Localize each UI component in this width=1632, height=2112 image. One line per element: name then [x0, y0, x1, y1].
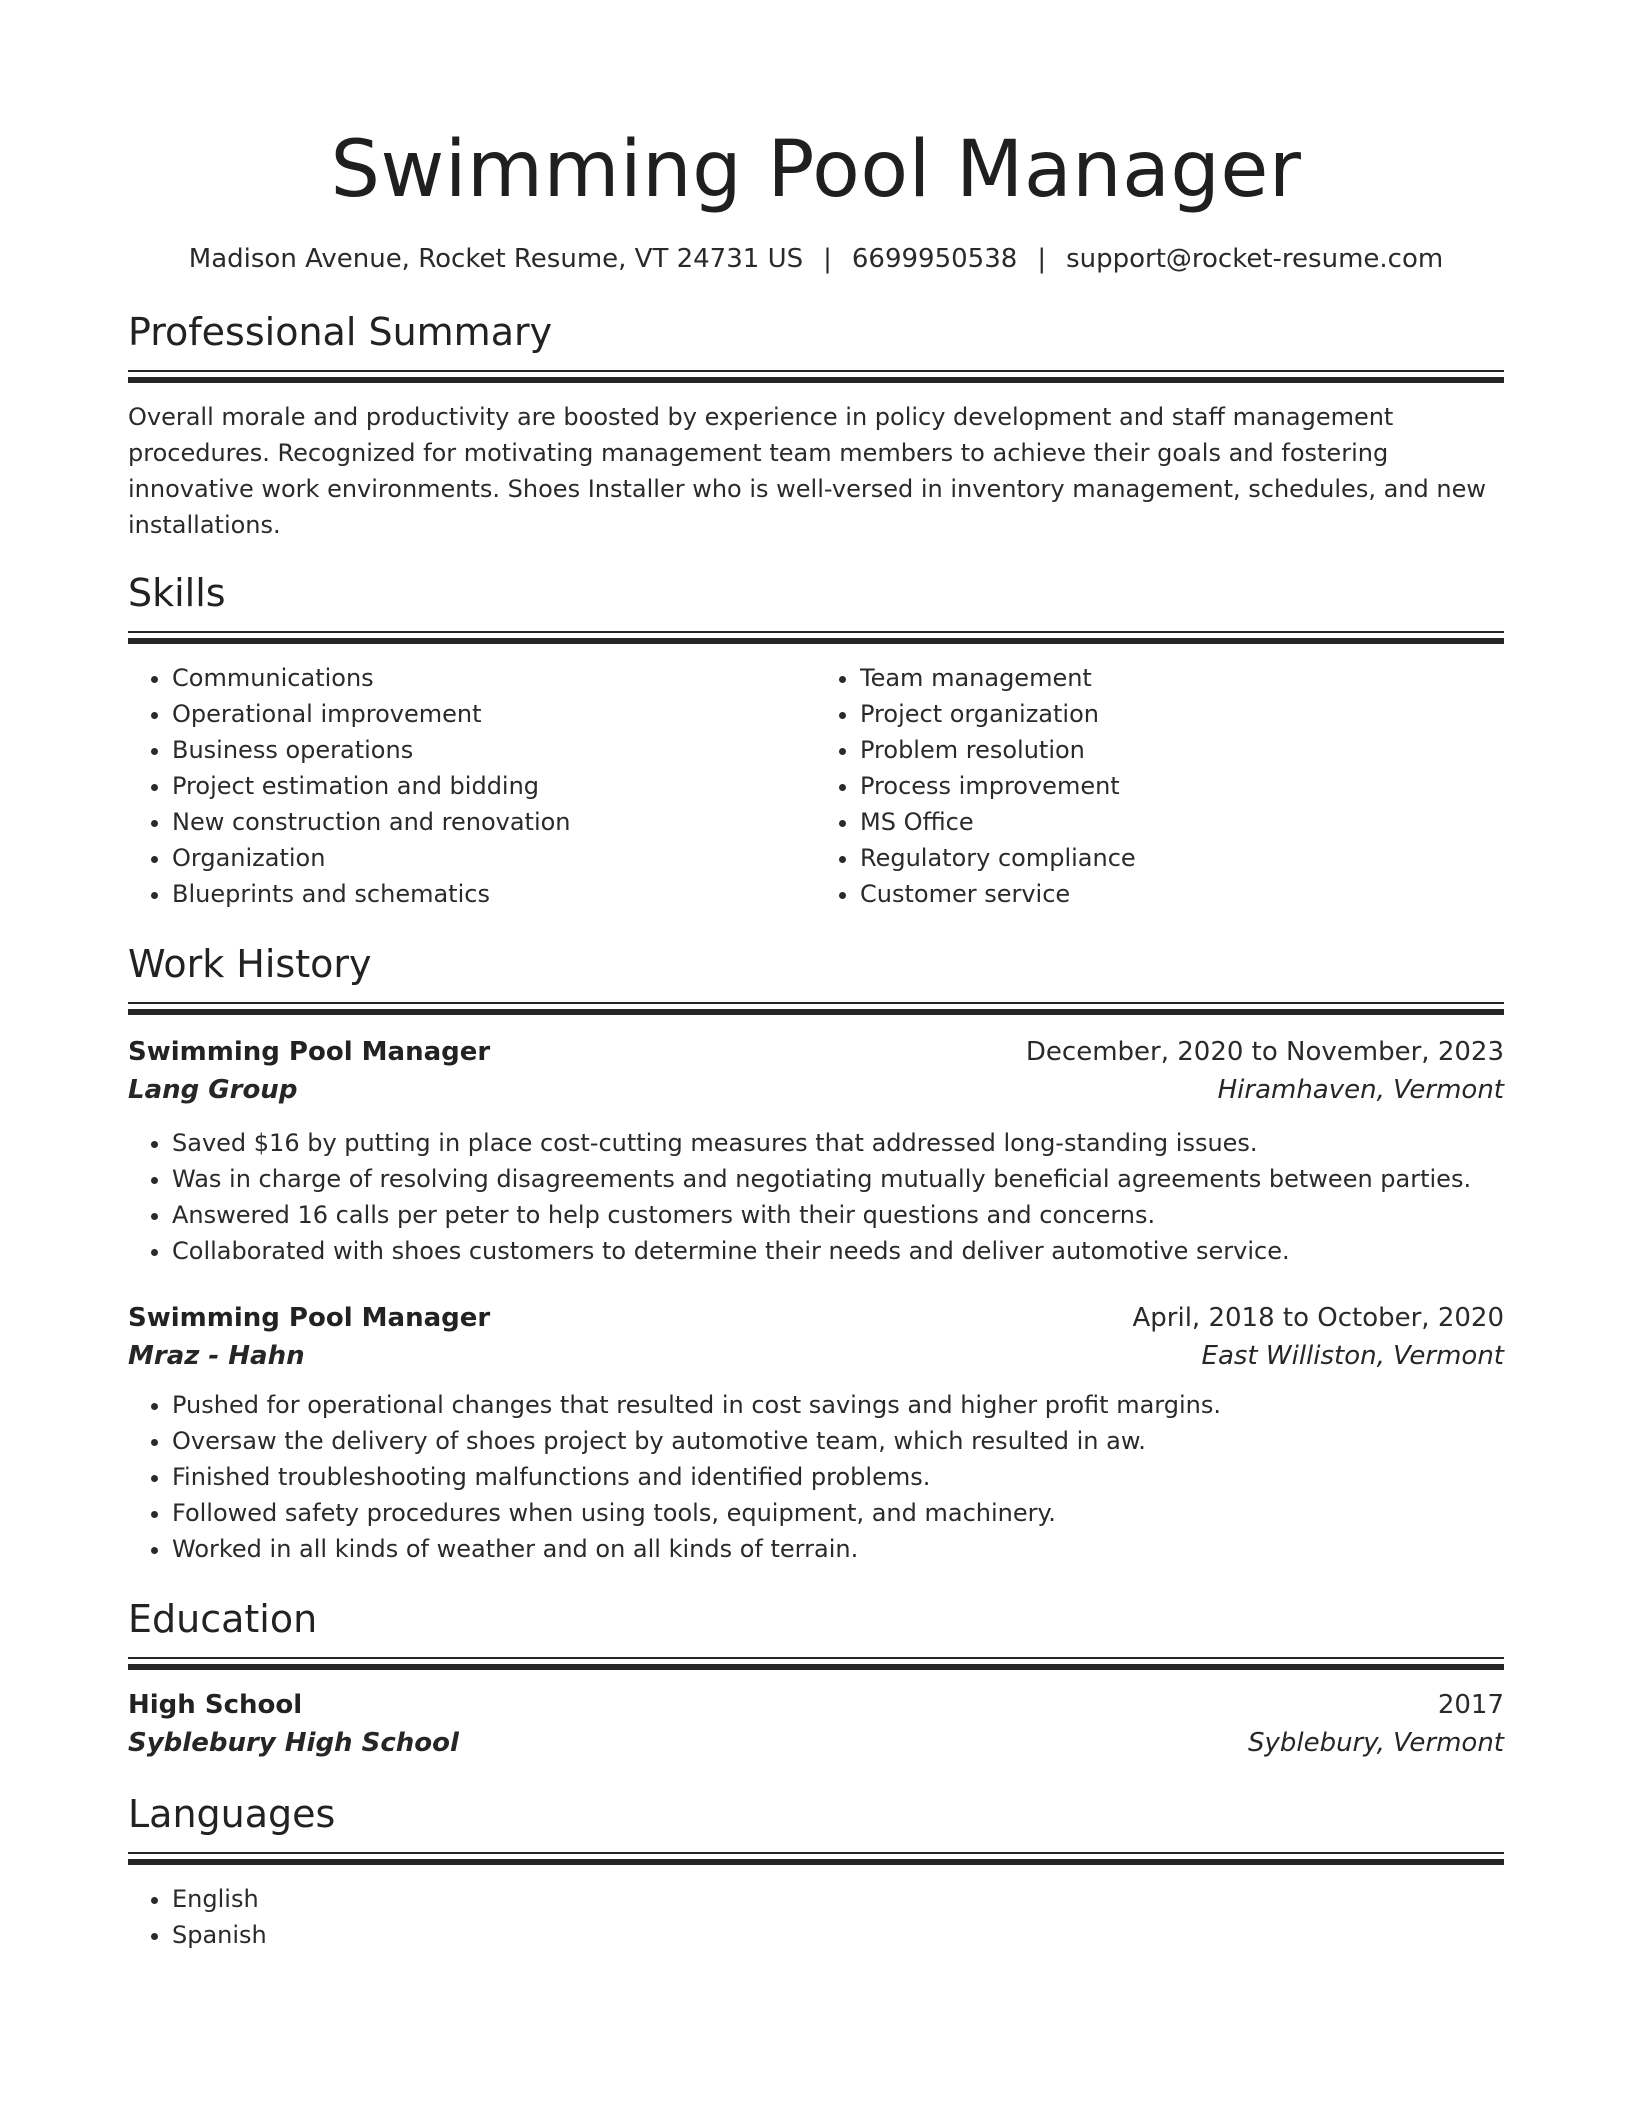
skill-item: • Business operations	[172, 732, 816, 768]
language-item: • English	[172, 1881, 1504, 1917]
contact-phone: 6699950538	[851, 244, 1018, 274]
education-degree: High School	[128, 1690, 303, 1720]
job-dates: December, 2020 to November, 2023	[1025, 1037, 1504, 1067]
section-title-education: Education	[128, 1597, 318, 1641]
languages-list	[128, 1881, 1504, 1953]
skill-item: • Project estimation and bidding	[172, 768, 816, 804]
contact-separator: |	[823, 244, 832, 274]
skills-list-left	[128, 660, 816, 912]
education-year: 2017	[1437, 1690, 1504, 1720]
job-header-row	[128, 1033, 1504, 1071]
section-rule-thin	[128, 1657, 1504, 1659]
job-entry	[128, 1033, 1504, 1269]
work-section	[128, 940, 1504, 1567]
skill-item: • Team management	[860, 660, 1504, 696]
job-sub-row	[128, 1071, 1504, 1109]
skill-item: • Regulatory compliance	[860, 840, 1504, 876]
skill-item: • Project organization	[860, 696, 1504, 732]
resume-page	[128, 0, 1504, 1953]
languages-section	[128, 1790, 1504, 1953]
skill-item: • New construction and renovation	[172, 804, 816, 840]
job-bullet: • Collaborated with shoes customers to determine their needs and deliver automotive service.	[172, 1233, 1504, 1269]
summary-text: Overall morale and productivity are boosted by experience in policy development and staff management procedures. Recognized for motivating management team members to achieve their goals and fostering innovative work environments. Shoes Installer who is well-versed in inventory management, schedules, and new installations.	[128, 403, 1486, 539]
job-company: Lang Group	[128, 1075, 298, 1105]
skills-section	[128, 569, 1504, 912]
skill-item: • MS Office	[860, 804, 1504, 840]
job-bullets	[128, 1387, 1504, 1567]
section-rule-thick	[128, 1009, 1504, 1015]
job-entry	[128, 1299, 1504, 1567]
section-title-languages: Languages	[128, 1792, 336, 1836]
education-header-row	[128, 1686, 1504, 1724]
skill-item: • Operational improvement	[172, 696, 816, 732]
contact-line	[128, 242, 1504, 276]
section-title-summary: Professional Summary	[128, 310, 553, 354]
section-title-skills: Skills	[128, 571, 226, 615]
skill-item: • Problem resolution	[860, 732, 1504, 768]
job-bullet: • Followed safety procedures when using tools, equipment, and machinery.	[172, 1495, 1504, 1531]
job-bullet: • Finished troubleshooting malfunctions and identified problems.	[172, 1459, 1504, 1495]
contact-address: Madison Avenue, Rocket Resume, VT 24731 US	[188, 244, 804, 274]
resume-name: Swimming Pool Manager	[330, 125, 1302, 215]
skills-grid	[128, 660, 1504, 912]
skill-item: • Organization	[172, 840, 816, 876]
job-dates: April, 2018 to October, 2020	[1132, 1303, 1504, 1333]
section-rule-thick	[128, 1859, 1504, 1865]
job-company: Mraz - Hahn	[128, 1341, 305, 1371]
section-rule-thin	[128, 631, 1504, 633]
section-rule-thin	[128, 1002, 1504, 1004]
skill-item: • Blueprints and schematics	[172, 876, 816, 912]
section-rule-thick	[128, 638, 1504, 644]
section-rule-thick	[128, 377, 1504, 383]
job-location: East Williston, Vermont	[1201, 1341, 1504, 1371]
section-rule-thick	[128, 1664, 1504, 1670]
contact-email: support@rocket-resume.com	[1066, 244, 1444, 274]
job-bullet: • Pushed for operational changes that resulted in cost savings and higher profit margins.	[172, 1387, 1504, 1423]
skills-list-right	[816, 660, 1504, 912]
contact-separator: |	[1037, 244, 1047, 274]
job-bullet: • Answered 16 calls per peter to help customers with their questions and concerns.	[172, 1197, 1504, 1233]
education-sub-row	[128, 1724, 1504, 1762]
education-location: Syblebury, Vermont	[1247, 1728, 1504, 1758]
summary-section	[128, 308, 1504, 543]
section-rule-thin	[128, 1852, 1504, 1854]
skill-item: • Process improvement	[860, 768, 1504, 804]
job-bullets	[128, 1125, 1504, 1269]
education-section	[128, 1595, 1504, 1762]
job-bullet: • Oversaw the delivery of shoes project by automotive team, which resulted in aw.	[172, 1423, 1504, 1459]
job-bullet: • Worked in all kinds of weather and on all kinds of terrain.	[172, 1531, 1504, 1567]
job-location: Hiramhaven, Vermont	[1217, 1075, 1504, 1105]
section-rule-thin	[128, 370, 1504, 372]
job-header-row	[128, 1299, 1504, 1337]
education-entry	[128, 1686, 1504, 1762]
job-title: Swimming Pool Manager	[128, 1037, 491, 1067]
job-title: Swimming Pool Manager	[128, 1303, 491, 1333]
skill-item: • Customer service	[860, 876, 1504, 912]
skill-item: • Communications	[172, 660, 816, 696]
language-item: • Spanish	[172, 1917, 1504, 1953]
job-bullet: • Saved $16 by putting in place cost-cutting measures that addressed long-standing issues.	[172, 1125, 1504, 1161]
education-school: Syblebury High School	[128, 1728, 459, 1758]
job-sub-row	[128, 1337, 1504, 1375]
job-bullet: • Was in charge of resolving disagreements and negotiating mutually beneficial agreements between parties.	[172, 1161, 1504, 1197]
section-title-work: Work History	[128, 942, 372, 986]
